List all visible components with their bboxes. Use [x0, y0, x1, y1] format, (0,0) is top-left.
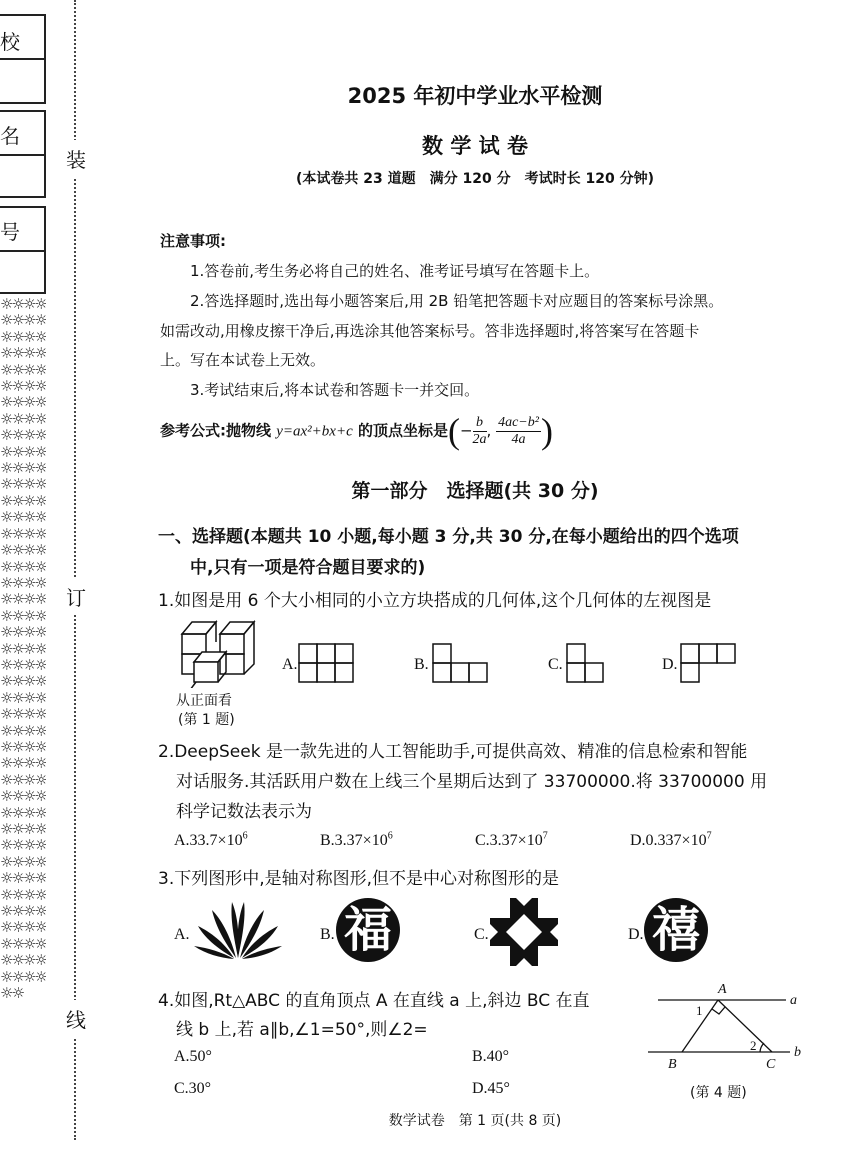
notice-item-1: 1.答卷前,考生务必将自己的姓名、准考证号填写在答题卡上。 — [190, 262, 600, 280]
formula-expression: y=ax²+bx+c — [276, 423, 353, 440]
exam-info: (本试卷共 23 道题 满分 120 分 考试时长 120 分钟) — [296, 171, 654, 187]
q1-option-a-label: A. — [282, 656, 298, 673]
q1-option-b-label: B. — [414, 656, 429, 673]
reference-formula: 参考公式:抛物线 y=ax²+bx+c 的顶点坐标是(− $\frac{b}{2a}$ , $\frac{\text{4ac−b²}}{4a}$ ) — [160, 411, 553, 451]
formula-prefix: 参考公式:抛物线 — [160, 421, 277, 440]
exam-subject: 数 学 试 卷 — [422, 134, 528, 158]
part1-heading: 第一部分 选择题(共 30 分) — [351, 480, 599, 502]
q1-option-d-label: D. — [662, 656, 678, 673]
sun-pattern-strip: ☼☼☼☼☼☼☼☼☼☼☼☼☼☼☼☼☼☼☼☼☼☼☼☼☼☼☼☼☼☼☼☼☼☼☼☼☼☼☼☼☼☼☼☼☼☼☼☼☼☼☼☼☼☼☼☼☼☼☼☼☼☼☼☼☼☼☼☼☼☼☼☼☼☼☼☼☼☼☼☼☼☼☼☼☼☼☼☼☼☼☼☼☼☼☼☼☼☼☼☼☼☼☼☼☼☼☼☼☼☼☼☼☼☼☼☼☼☼☼☼☼☼☼☼☼☼☼☼☼☼☼☼☼☼☼☼☼☼☼☼☼☼☼☼☼☼☼☼☼☼☼☼☼☼☼☼☼☼☼☼☼☼☼☼☼☼☼☼☼☼ — [0, 296, 46, 1003]
q3-stem: 3.下列图形中,是轴对称图形,但不是中心对称图形的是 — [158, 869, 560, 889]
q1-option-b-figure — [432, 643, 494, 685]
q1-option-c-figure — [566, 643, 608, 685]
formula-mid: 的顶点坐标是 — [352, 421, 448, 440]
q4-geometry-figure — [640, 980, 806, 1074]
notice-item-2b: 如需改动,用橡皮擦干净后,再选涂其他答案标号。答非选择题时,将答案写在答题卡 — [160, 322, 700, 340]
notice-item-2a: 2.答选择题时,选出每小题答案后,用 2B 铅笔把答题卡对应题目的答案标号涂黑。 — [190, 292, 724, 310]
q1-stem: 1.如图是用 6 个大小相同的小立方块搭成的几何体,这个几何体的左视图是 — [158, 591, 712, 611]
q2-line-1: 2.DeepSeek 是一款先进的人工智能助手,可提供高效、精准的信息检索和智能 — [158, 742, 748, 762]
q2-option-a: $A.33.7\times 10^6$ — [174, 830, 248, 849]
q3-option-b-label: B. — [320, 926, 335, 943]
q4-option-a: A.50° — [174, 1048, 212, 1065]
q2-option-b: $B.3.37\times 10^6$ — [320, 830, 393, 849]
q4-angle-1: 1 — [696, 1003, 703, 1018]
q3-option-d-xi-seal — [644, 898, 708, 962]
q2-line-3: 科学记数法表示为 — [176, 802, 312, 822]
binding-label-xian: 线 — [66, 1000, 86, 1037]
q2-option-d: $D.0.337\times 10^7$ — [630, 830, 712, 849]
q3-option-c-label: C. — [474, 926, 489, 943]
q4-option-b: B.40° — [472, 1048, 510, 1065]
q4-option-d: D.45° — [472, 1080, 510, 1097]
section-instruction-1: 一、选择题(本题共 10 小题,每小题 3 分,共 30 分,在每小题给出的四个选项 — [158, 527, 739, 547]
q4-caption: (第 4 题) — [690, 1085, 747, 1101]
section-instruction-2: 中,只有一项是符合题目要求的) — [190, 558, 426, 578]
q4-point-b: B — [668, 1057, 677, 1072]
q1-cube-figure — [172, 616, 264, 688]
q4-point-c: C — [766, 1057, 776, 1072]
q3-option-d-label: D. — [628, 926, 644, 943]
exam-title: 2025 年初中学业水平检测 — [347, 84, 603, 108]
q3-option-b-glyph: 福 — [343, 902, 392, 958]
formula-x-fraction: $\frac{b}{2a}$ — [472, 414, 487, 447]
q1-view-label: 从正面看 — [176, 693, 232, 709]
q1-option-c-label: C. — [548, 656, 563, 673]
notice-item-2c: 上。写在本试卷上无效。 — [160, 351, 326, 369]
formula-y-fraction: $\frac{\text{4ac−b²}}{4a}$ — [498, 414, 539, 447]
q4-line-1: 4.如图,Rt△ABC 的直角顶点 A 在直线 a 上,斜边 BC 在直 — [158, 991, 590, 1011]
q1-caption: (第 1 题) — [178, 712, 235, 728]
name-label: 名 — [0, 124, 20, 148]
q4-line-2: 线 b 上,若 a∥b,∠1=50°,则∠2= — [176, 1020, 428, 1040]
q4-point-a: A — [718, 982, 727, 997]
q3-option-c-cross-logo — [488, 896, 560, 968]
q2-line-2: 对话服务.其活跃用户数在上线三个星期后达到了 33700000.将 33700000 用 — [176, 772, 768, 792]
school-label: 校 — [0, 30, 20, 54]
q1-option-a-figure — [298, 643, 358, 685]
notice-heading: 注意事项: — [160, 232, 226, 250]
q4-line-b-label: b — [794, 1045, 801, 1060]
q3-option-d-glyph: 禧 — [651, 902, 700, 958]
q3-option-a-fan-logo — [190, 898, 286, 960]
q4-line-a-label: a — [790, 993, 797, 1008]
q1-option-d-figure — [680, 643, 742, 685]
binding-label-zhuang: 装 — [66, 140, 86, 177]
q3-option-a-label: A. — [174, 926, 190, 943]
q4-option-c: C.30° — [174, 1080, 212, 1097]
q4-angle-2: 2 — [750, 1038, 757, 1053]
q3-option-b-fu-seal — [336, 898, 400, 962]
q2-option-c: $C.3.37\times 10^7$ — [475, 830, 548, 849]
binding-label-ding: 订 — [66, 578, 86, 615]
notice-item-3: 3.考试结束后,将本试卷和答题卡一并交回。 — [190, 381, 480, 399]
page-footer: 数学试卷 第 1 页(共 8 页) — [388, 1113, 562, 1129]
id-label: 号 — [0, 220, 20, 244]
